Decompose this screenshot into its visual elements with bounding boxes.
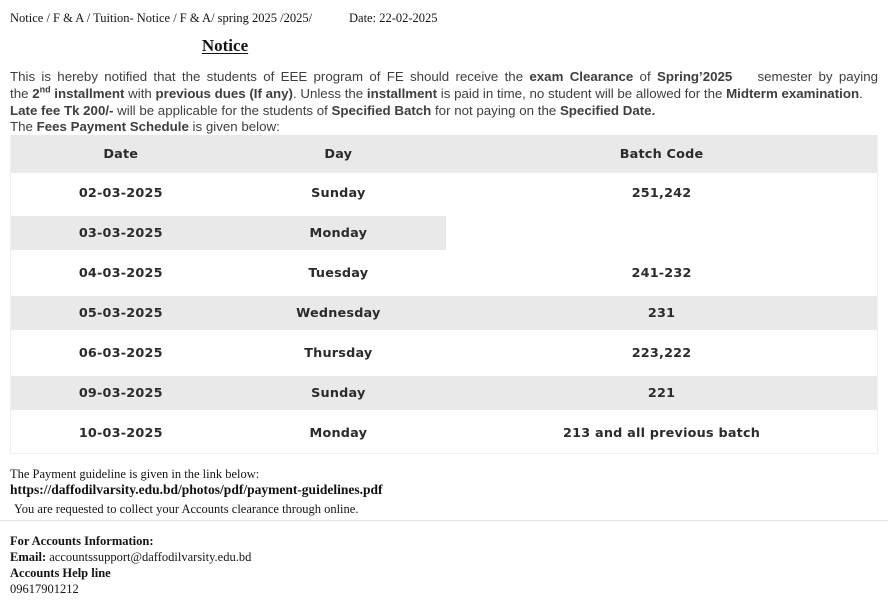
title-wrap — [0, 36, 450, 56]
column-header-date: Date — [103, 146, 139, 162]
day-cell: Sunday — [311, 185, 366, 201]
payment-guidelines-link[interactable]: https://daffodilvarsity.edu.bd/photos/pdf/payment-guidelines.pdf — [10, 482, 383, 497]
day-cell: Monday — [309, 425, 368, 441]
day-cell: Monday — [309, 225, 368, 241]
date-cell: 10-03-2025 — [78, 425, 163, 441]
date-cell: 04-03-2025 — [78, 265, 163, 281]
footer-divider — [0, 520, 888, 521]
schedule-table-body — [11, 173, 877, 453]
table-header-row — [11, 135, 877, 173]
email-label: Email: — [10, 550, 47, 564]
batch-cell: 223,222 — [631, 345, 692, 361]
notice-paragraph-line2: the 2nd installment with previous dues (If any). Unless the installment is paid in time, no student will be allowed for the Midterm examination. — [10, 84, 863, 101]
date-cell: 05-03-2025 — [78, 305, 163, 321]
late-fee-line: Late fee Tk 200/- will be applicable for the students of Specified Batch for not paying on the Specified Date. — [10, 103, 656, 118]
column-header-batch: Batch Code — [619, 146, 704, 162]
batch-cell: 213 and all previous batch — [563, 425, 761, 441]
batch-cell: 251,242 — [631, 185, 692, 201]
page-title: Notice — [201, 36, 249, 55]
day-cell: Wednesday — [296, 305, 381, 321]
schedule-intro-line: The Fees Payment Schedule is given below: — [10, 119, 280, 134]
table-row — [11, 413, 877, 453]
guideline-intro: The Payment guideline is given in the link below: — [10, 467, 260, 481]
table-row — [11, 333, 877, 373]
day-cell: Tuesday — [308, 265, 369, 281]
date-cell: 06-03-2025 — [78, 345, 163, 361]
batch-cell: 241-232 — [631, 265, 692, 281]
column-header-day: Day — [324, 146, 353, 162]
online-clearance-note: You are requested to collect your Accounts clearance through online. — [14, 502, 359, 516]
accounts-info-heading: For Accounts Information: — [10, 534, 154, 548]
breadcrumb: Notice / F & A / Tuition- Notice / F & A/ spring 2025 /2025/ — [10, 11, 313, 25]
email-line — [10, 549, 251, 565]
batch-cell: 231 — [647, 305, 676, 321]
date-cell: 03-03-2025 — [78, 225, 163, 241]
table-row — [11, 293, 877, 333]
footer — [10, 533, 251, 597]
day-cell: Sunday — [311, 385, 366, 401]
batch-cell: 221 — [647, 385, 676, 401]
date-cell: 02-03-2025 — [78, 185, 163, 201]
fees-schedule-table — [10, 135, 878, 454]
date-cell: 09-03-2025 — [78, 385, 163, 401]
table-row — [11, 213, 877, 253]
day-cell: Thursday — [304, 345, 373, 361]
table-row — [11, 373, 877, 413]
notice-date: Date: 22-02-2025 — [349, 11, 438, 25]
table-row — [11, 253, 877, 293]
helpline-label: Accounts Help line — [10, 566, 111, 580]
helpline-number: 09617901212 — [10, 582, 79, 596]
notice-paragraph-line1: This is hereby notified that the students of EEE program of FE should receive the exam Clearance of Spring’2025 semester by paying — [10, 69, 879, 84]
email-address: accountssupport@daffodilvarsity.edu.bd — [46, 550, 252, 564]
table-row — [11, 173, 877, 213]
